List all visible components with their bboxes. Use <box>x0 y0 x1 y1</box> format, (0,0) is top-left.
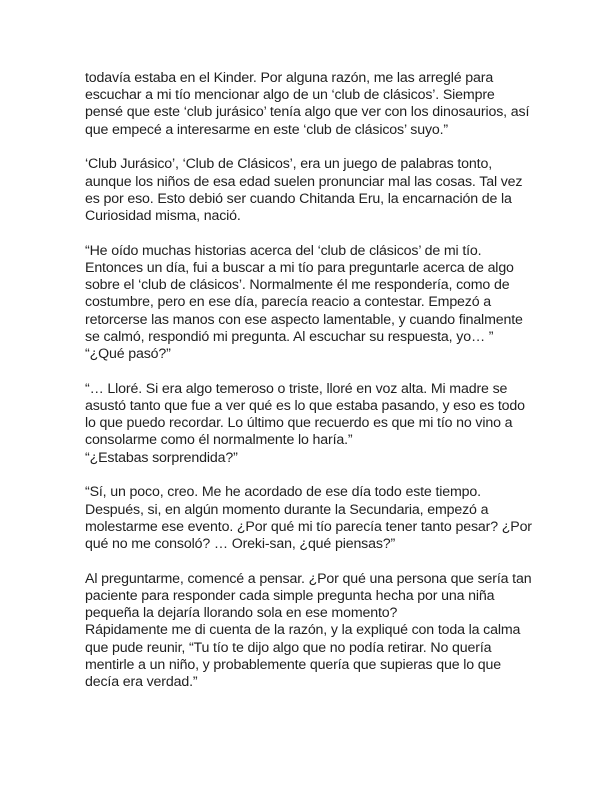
paragraph-4 <box>85 381 535 467</box>
paragraph-1 <box>85 70 535 139</box>
dialogue-line: “¿Qué pasó?” <box>85 346 171 363</box>
paragraph-6 <box>85 571 535 691</box>
paragraph-line: “He oído muchas historias acerca del ‘club de clásicos’ de mi tío. Entonces un día, fui a buscar a mi tío para preguntarle acerca de algo sobre el ‘club de clásicos’. Normalmente él me respondería, como de costumbre, pero en ese día, parecía reacio a contestar. Empezó a retorcerse las manos con ese aspecto lamentable, y cuando finalmente se calmó, respondió mi pregunta. Al escuchar su respuesta, yo… ” <box>85 242 523 345</box>
paragraph-line: Rápidamente me di cuenta de la razón, y la expliqué con toda la calma que pude reunir, “Tu tío te dijo algo que no podía retirar. No quería mentirle a un niño, y probablemente quería que supieras que lo que decía era verdad.” <box>85 622 521 691</box>
paragraph-2 <box>85 156 535 225</box>
paragraph-line: Al preguntarme, comencé a pensar. ¿Por qué una persona que sería tan paciente para responder cada simple pregunta hecha por una niña pequeña la dejaría llorando sola en ese momento? <box>85 570 532 622</box>
paragraph-line: “… Lloré. Si era algo temeroso o triste, lloré en voz alta. Mi madre se asustó tanto que fue a ver qué es lo que estaba pasando, y eso es todo lo que puedo recordar. Lo último que recuerdo es que mi tío no vino a consolarme como él normalmente lo haría.” <box>85 380 525 449</box>
document-body <box>85 70 535 709</box>
paragraph-5 <box>85 484 535 553</box>
paragraph-line: ‘Club Jurásico’, ‘Club de Clásicos’, era un juego de palabras tonto, aunque los niños de esa edad suelen pronunciar mal las cosas. Tal vez es por eso. Esto debió ser cuando Chitanda Eru, la encarnación de la Curiosidad misma, nació. <box>85 156 523 225</box>
paragraph-line: todavía estaba en el Kinder. Por alguna razón, me las arreglé para escuchar a mi tío mencionar algo de un ‘club de clásicos’. Siempre pensé que este ‘club jurásico’ tenía algo que ver con los dinosaurios, así que empecé a interesarme en este ‘club de clásicos’ suyo.” <box>85 70 530 138</box>
paragraph-line: “Sí, un poco, creo. Me he acordado de ese día todo este tiempo. Después, si, en algún momento durante la Secundaria, empezó a molestarme ese evento. ¿Por qué mi tío parecía tener tanto pesar? ¿Por qué no me consoló? … Oreki-san, ¿qué piensas?” <box>85 484 532 553</box>
paragraph-3 <box>85 243 535 363</box>
dialogue-line: “¿Estabas sorprendida?” <box>85 449 238 466</box>
